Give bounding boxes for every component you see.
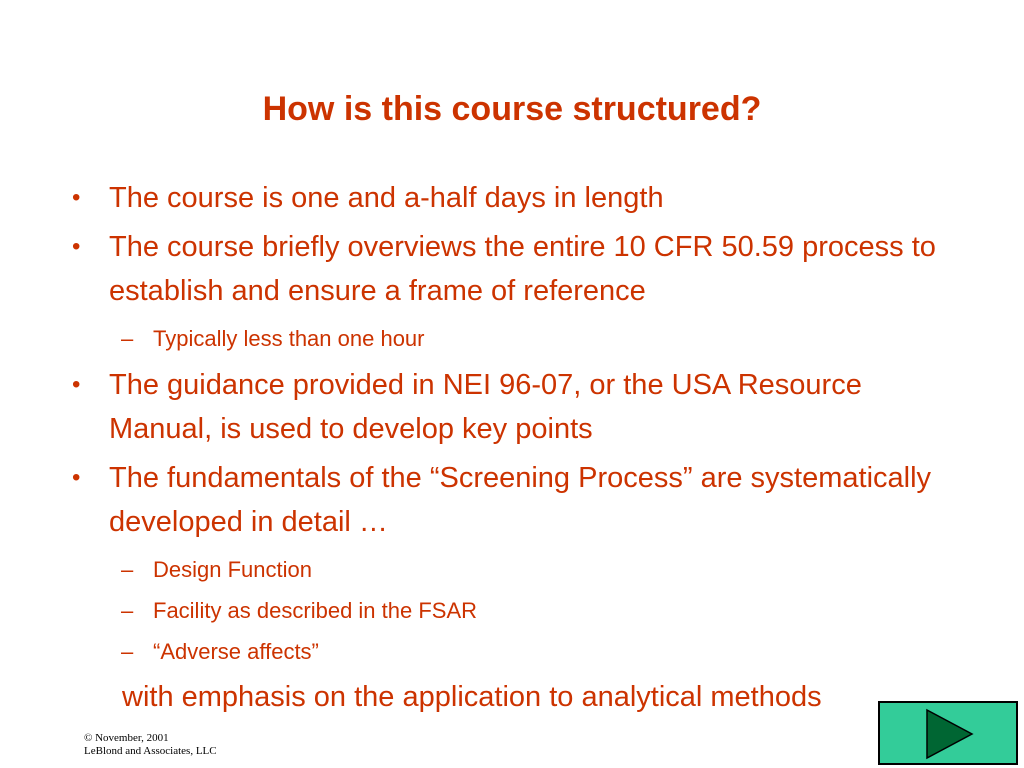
sub-text: Facility as described in the FSAR xyxy=(153,598,478,623)
bullet-item xyxy=(72,363,972,451)
sub-item xyxy=(72,318,972,359)
slide-body xyxy=(72,176,972,719)
sub-mark: – xyxy=(121,639,134,664)
sub-text: “Adverse affects” xyxy=(153,639,319,664)
footer-company: LeBlond and Associates, LLC xyxy=(84,745,217,757)
footer-date: © November, 2001 xyxy=(84,732,169,744)
bullet-item xyxy=(72,176,972,220)
sub-item xyxy=(72,590,972,631)
bullet-text: The fundamentals of the “Screening Process” are systematically developed in detail … xyxy=(109,462,932,538)
bullet-mark: • xyxy=(72,184,81,211)
bullet-text: The course is one and a-half days in length xyxy=(109,182,664,214)
emphasis-text: with emphasis on the application to analytical methods xyxy=(122,681,822,713)
bullet-mark: • xyxy=(72,464,81,491)
sub-text: Typically less than one hour xyxy=(153,326,425,351)
bullet-text: The course briefly overviews the entire 10 CFR 50.59 process to establish and ensure a frame of reference xyxy=(109,231,936,307)
play-arrow-icon xyxy=(925,708,975,760)
slide-title: How is this course structured? xyxy=(262,90,762,128)
sub-text: Design Function xyxy=(153,557,312,582)
sub-mark: – xyxy=(121,598,134,623)
sub-item xyxy=(72,631,972,672)
sub-mark: – xyxy=(121,557,134,582)
next-slide-button[interactable] xyxy=(878,701,1018,765)
sub-item xyxy=(72,549,972,590)
bullet-text: The guidance provided in NEI 96-07, or the USA Resource Manual, is used to develop key points xyxy=(109,369,862,445)
copyright-footer xyxy=(84,732,217,758)
sub-mark: – xyxy=(121,326,134,351)
bullet-item xyxy=(72,225,972,313)
bullet-mark: • xyxy=(72,371,81,398)
bullet-mark: • xyxy=(72,233,81,260)
bullet-item xyxy=(72,456,972,544)
